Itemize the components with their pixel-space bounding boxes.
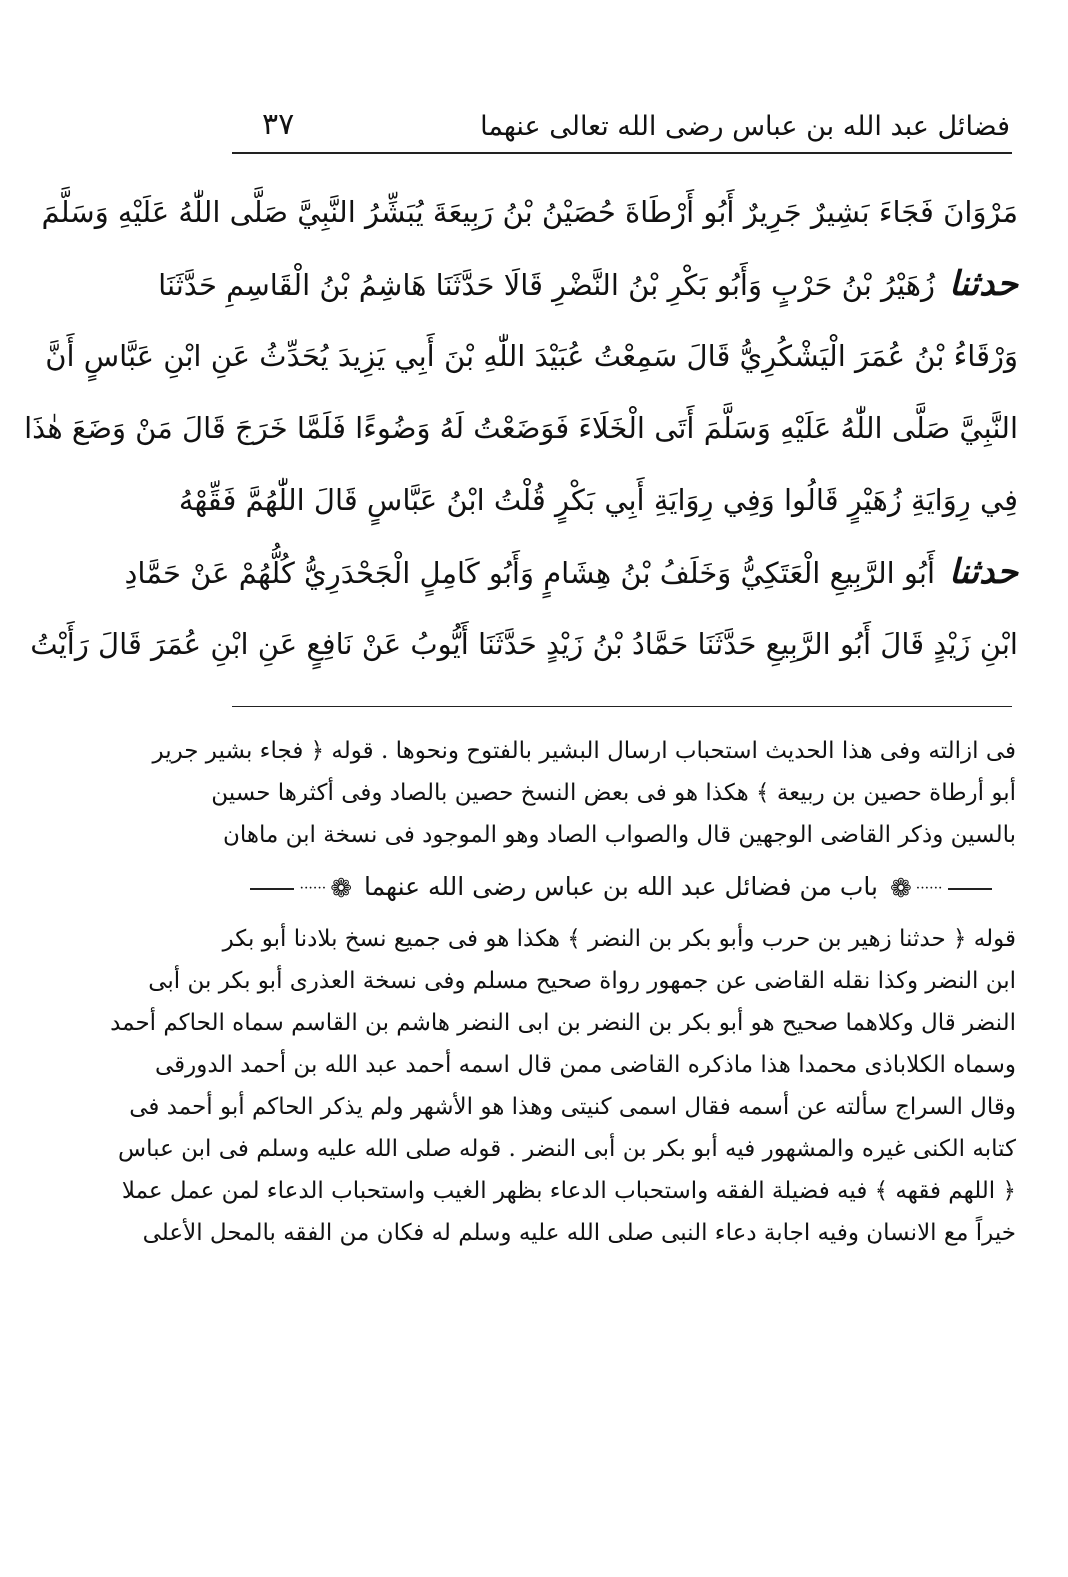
commentary-line: بالسين وذكر القاضى الوجهين قال والصواب الصاد وهو الموجود فى نسخة ابن ماهان <box>222 822 1016 848</box>
commentary-line: أبو أرطاة حصين بن ربيعة ﴾ هكذا هو فى بعض النسخ حصين بالصاد وفى أكثرها حسين <box>211 780 1016 806</box>
commentary-line: ﴿ اللهم فقهه ﴾ فيه فضيلة الفقه واستحباب الدعاء بظهر الغيب واستحباب الدعاء لمن عمل عملا <box>121 1178 1016 1204</box>
hadith-line: ابْنِ زَيْدٍ قَالَ أَبُو الرَّبِيعِ حَدَّثَنَا حَمَّادُ بْنُ زَيْدٍ حَدَّثَنَا أَيُّوبُ عَنْ نَافِعٍ عَنِ ابْنِ عُمَرَ قَالَ رَأَيْتُ <box>30 627 1018 661</box>
commentary-line: ابن النضر وكذا نقله القاضى عن جمهور رواة صحيح مسلم وفى نسخة العذرى أبو بكر بن أبى <box>148 968 1016 994</box>
commentary-line: كتابه الكنى غيره والمشهور فيه أبو بكر بن أبى النضر . قوله صلى الله عليه وسلم فى ابن عباس <box>118 1136 1016 1162</box>
section-rule <box>232 706 1012 707</box>
hadith-line: النَّبِيَّ صَلَّى اللّٰهُ عَلَيْهِ وَسَلَّمَ أَتَى الْخَلَاءَ فَوَضَعْتُ لَهُ وَضُوءًا فَلَمَّا خَرَجَ قَالَ مَنْ وَضَعَ هٰذَا <box>24 411 1018 445</box>
hadith-line: مَرْوَانَ فَجَاءَ بَشِيرٌ جَرِيرٌ أَبُو أَرْطَاةَ حُصَيْنُ بْنُ رَبِيعَةَ يُبَشِّرُ النَّبِيَّ صَلَّى اللّٰهُ عَلَيْهِ وَسَلَّمَ <box>41 195 1018 229</box>
hadith-line: حدثناأَبُو الرَّبِيعِ الْعَتَكِيُّ وَخَلَفُ بْنُ هِشَامٍ وَأَبُو كَامِلٍ الْجَحْدَرِيُّ كُلُّهُمْ عَنْ حَمَّادِ <box>124 552 1018 592</box>
running-title: فضائل عبد الله بن عباس رضى الله تعالى عنهما <box>480 111 1010 142</box>
commentary-line: قوله ﴿ حدثنا زهير بن حرب وأبو بكر بن النضر ﴾ هكذا هو فى جميع نسخ بلادنا أبو بكر <box>222 926 1016 952</box>
hadith-line: فِي رِوَايَةِ زُهَيْرٍ قَالُوا وَفِي رِوَايَةِ أَبِي بَكْرٍ قُلْتُ ابْنُ عَبَّاسٍ قَالَ اللّٰهُمَّ فَقِّهْهُ <box>178 483 1018 517</box>
chapter-title: باب من فضائل عبد الله بن عباس رضى الله عنهما <box>363 872 879 901</box>
floral-ornament-icon: ❁ <box>889 873 912 904</box>
commentary-line: النضر قال وكلاهما صحيح هو أبو بكر بن النضر بن ابى النضر هاشم بن القاسم سماه الحاكم أحمد <box>110 1010 1016 1036</box>
page-number: ٣٧ <box>262 107 295 142</box>
haddathana-marker: حدثنا <box>949 552 1018 592</box>
commentary-line: وسماه الكلاباذى محمدا هذا ماذكره القاضى ممن قال اسمه أحمد عبد الله بن أحمد الدورقى <box>154 1052 1016 1078</box>
chapter-heading <box>226 856 1016 918</box>
commentary-line: فى ازالته وفى هذا الحديث استحباب ارسال البشير بالفتوح ونحوها . قوله ﴿ فجاء بشير جرير <box>152 738 1016 764</box>
heading-dots-icon: ······ <box>915 880 943 897</box>
hadith-line: حدثنازُهَيْرُ بْنُ حَرْبٍ وَأَبُو بَكْرِ بْنُ النَّضْرِ قَالَا حَدَّثَنَا هَاشِمُ بْنُ الْقَاسِمِ حَدَّثَنَا <box>158 264 1018 304</box>
commentary-line: خيراً مع الانسان وفيه اجابة دعاء النبى صلى الله عليه وسلم له فكان من الفقه بالمحل الأعلى <box>142 1220 1016 1246</box>
header-rule <box>232 152 1012 154</box>
commentary-line: وقال السراج سألته عن أسمه فقال اسمى كنيتى وهذا هو الأشهر ولم يذكر الحاكم أبو أحمد فى <box>129 1094 1016 1120</box>
commentary-block <box>110 730 1016 1254</box>
hadith-text-block <box>24 176 1018 680</box>
heading-dots-icon: ······ <box>299 880 327 897</box>
running-header <box>232 104 1010 148</box>
heading-rule-left <box>948 888 992 890</box>
floral-ornament-icon: ❁ <box>330 873 353 904</box>
hadith-line: وَرْقَاءُ بْنُ عُمَرَ الْيَشْكُرِيُّ قَالَ سَمِعْتُ عُبَيْدَ اللّٰهِ بْنَ أَبِي يَزِيدَ يُحَدِّثُ عَنِ ابْنِ عَبَّاسٍ أَنَّ <box>45 339 1018 373</box>
haddathana-marker: حدثنا <box>949 264 1018 304</box>
heading-rule-right <box>250 888 294 890</box>
